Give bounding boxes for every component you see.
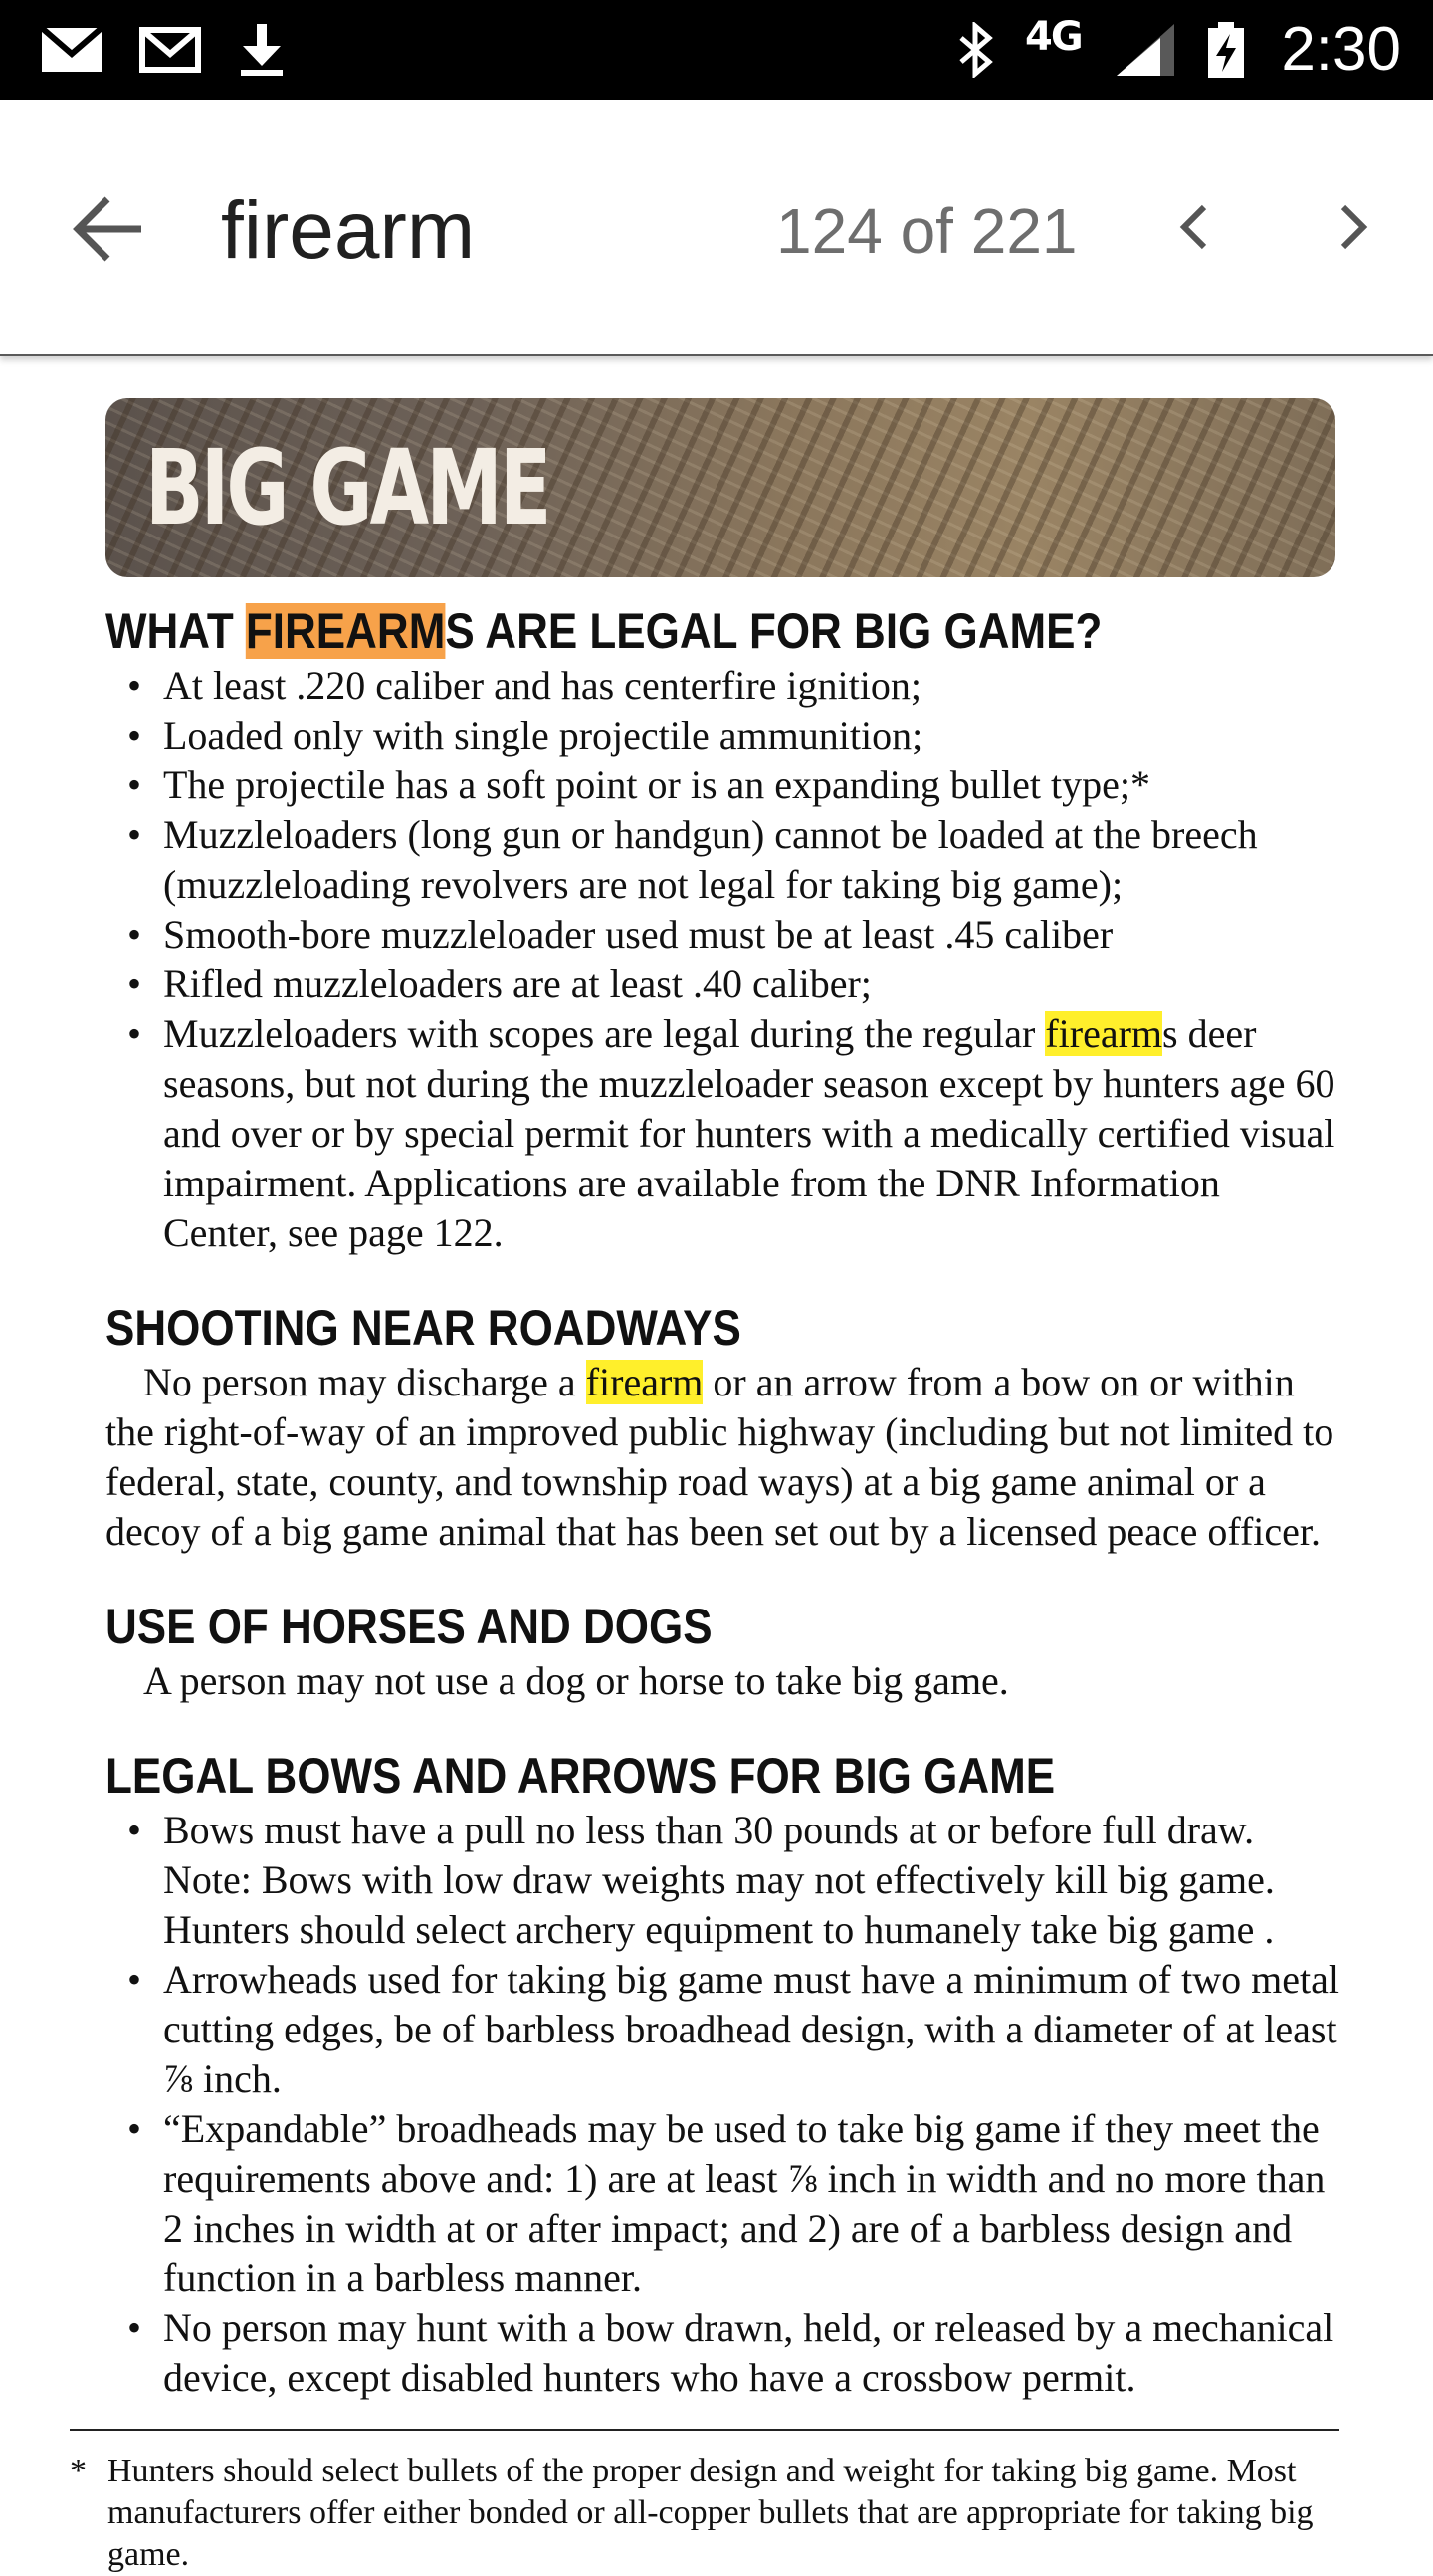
heading-text: WHAT (105, 603, 246, 659)
network-type-label: 4G (1025, 14, 1082, 60)
list-item: • The projectile has a soft point or is an expanding bullet type;* (127, 760, 1341, 810)
list-item: • No person may hunt with a bow drawn, held, or released by a mechanical device, except disabled hunters who have a crossbow permit. (127, 2303, 1341, 2403)
heading-text: S ARE LEGAL FOR BIG GAME? (445, 603, 1103, 659)
footnote-divider (70, 2429, 1339, 2431)
download-icon (237, 22, 287, 78)
firearms-list (127, 661, 1341, 1258)
heading-horses-and-dogs: USE OF HORSES AND DOGS (105, 1599, 713, 1654)
document-page (0, 358, 1433, 2573)
list-item: • Bows must have a pull no less than 30 pounds at or before full draw. Note: Bows with low draw weights may not effectively kill big game. Hunters should select archery equipment to humanely take big game . (127, 1806, 1341, 1955)
search-match: firearm (585, 1360, 704, 1404)
list-item-text: Muzzleloaders with scopes are legal during the regular (163, 1011, 1046, 1056)
paragraph-text: No person may discharge a (143, 1360, 586, 1404)
big-game-banner (105, 398, 1335, 577)
bows-list (127, 1806, 1341, 2403)
list-item: • “Expandable” broadheads may be used to take big game if they meet the requirements above and: 1) are at least ⅞ inch in width and no more than 2 inches in width at or after impact; and 2) are of a barbless design and function in a barbless manner. (127, 2104, 1341, 2303)
heading-legal-bows-arrows: LEGAL BOWS AND ARROWS FOR BIG GAME (105, 1748, 1056, 1804)
footnote-text: Hunters should select bullets of the proper design and weight for taking big game. Most manufacturers offer either bonded or all-copper bullets that are appropriate for taking big game. (107, 2453, 1314, 2573)
signal-icon (1115, 22, 1176, 78)
search-match: firearm (1045, 1011, 1163, 1056)
search-input[interactable]: firearm (221, 185, 476, 276)
banner-title: BIG GAME (145, 427, 549, 548)
back-arrow-icon[interactable] (70, 189, 149, 269)
heading-shooting-near-roadways: SHOOTING NEAR ROADWAYS (105, 1300, 741, 1356)
heading-legal-firearms (105, 601, 1102, 661)
list-item: • Rifled muzzleloaders are at least .40 caliber; (127, 960, 1341, 1009)
find-in-page-toolbar (0, 100, 1433, 356)
footnote-marker: * (70, 2453, 87, 2489)
gmail-icon (40, 22, 103, 78)
list-item: • At least .220 caliber and has centerfire ignition; (127, 661, 1341, 711)
mail-icon (139, 22, 201, 78)
list-item: • Muzzleloaders (long gun or handgun) cannot be loaded at the breech (muzzleloading revolvers are not legal for taking big game); (127, 810, 1341, 910)
clock: 2:30 (1281, 15, 1401, 84)
list-item: • Loaded only with single projectile ammunition; (127, 711, 1341, 760)
list-item-text: s deer seasons, but not during the muzzleloader season except by hunters age 60 and over or by special permit for hunters with a medically certified visual impairment. Applications are available from the DNR Information Center, see page 122. (163, 1011, 1335, 1255)
paragraph-text: or an arrow from a bow on or within the right-of-way of an improved public highway (including but not limited to federal, state, county, and township road ways) at a big game animal or a decoy of a big game animal that has been set out by a licensed peace officer. (105, 1360, 1334, 1554)
bluetooth-icon (953, 22, 997, 78)
match-counter: 124 of 221 (776, 195, 1078, 267)
battery-charging-icon (1204, 22, 1248, 78)
roadways-paragraph (105, 1358, 1339, 1557)
current-search-match: FIREARM (245, 603, 446, 659)
status-bar (0, 0, 1433, 100)
previous-match-icon[interactable] (1164, 197, 1224, 257)
list-item: • Arrowheads used for taking big game must have a minimum of two metal cutting edges, be of barbless broadhead design, with a diameter of at least ⅞ inch. (127, 1955, 1341, 2104)
list-item (127, 1009, 1341, 1258)
list-item: • Smooth-bore muzzleloader used must be at least .45 caliber (127, 910, 1341, 960)
horses-paragraph: A person may not use a dog or horse to take big game. (143, 1658, 1009, 1703)
next-match-icon[interactable] (1324, 197, 1383, 257)
